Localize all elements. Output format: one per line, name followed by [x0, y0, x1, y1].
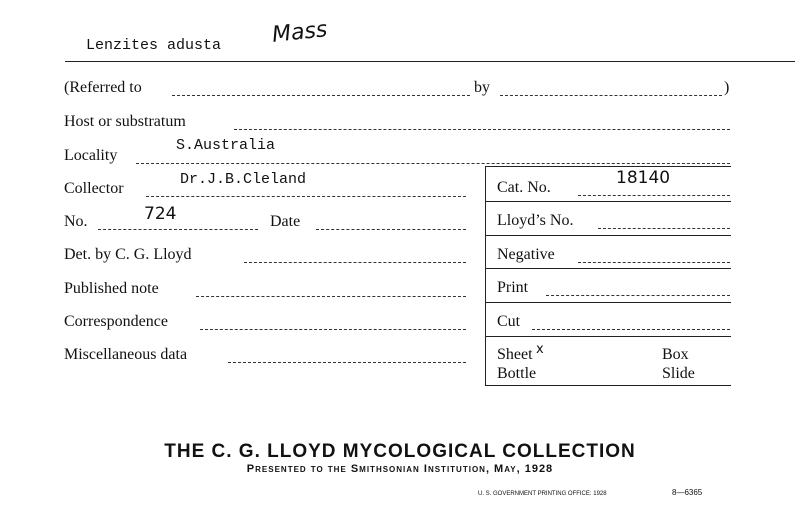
date-field — [316, 229, 466, 230]
box-left-rule — [485, 166, 486, 386]
sheet-label: Sheet — [497, 346, 533, 363]
cut-field — [532, 329, 730, 330]
printing-office: U. S. GOVERNMENT PRINTING OFFICE: 1928 — [478, 491, 607, 497]
negative-label: Negative — [497, 246, 555, 263]
collector-label: Collector — [64, 180, 124, 197]
number-field — [98, 229, 258, 230]
correspondence-field — [200, 329, 466, 330]
referred-to-label: (Referred to — [64, 79, 142, 96]
referred-to-field — [172, 95, 470, 96]
misc-data-field — [228, 362, 466, 363]
sheet-mark: x — [536, 342, 544, 357]
print-field — [546, 295, 730, 296]
locality-value: S.Australia — [176, 137, 276, 154]
box-rule-5 — [486, 336, 731, 337]
published-note-field — [196, 296, 466, 297]
print-label: Print — [497, 279, 529, 296]
collection-subtitle: Presented to the Smithsonian Institution, May, 1928 — [246, 463, 554, 475]
misc-data-label: Miscellaneous data — [64, 346, 188, 363]
cut-label: Cut — [497, 313, 521, 330]
slide-label: Slide — [662, 365, 695, 382]
form-number: 8—6365 — [672, 488, 703, 497]
published-note-label: Published note — [64, 280, 159, 297]
host-label: Host or substratum — [64, 113, 186, 130]
bottle-label: Bottle — [497, 365, 537, 382]
correspondence-label: Correspondence — [64, 313, 168, 330]
box-top-rule — [485, 166, 731, 167]
locality-field — [136, 163, 730, 164]
box-rule-3 — [486, 268, 731, 269]
box-bottom-rule — [485, 385, 731, 386]
by-field — [500, 95, 722, 96]
cat-no-field — [578, 195, 730, 196]
number-value: 724 — [144, 204, 177, 224]
top-rule — [65, 61, 795, 62]
collection-title: THE C. G. LLOYD MYCOLOGICAL COLLECTION — [164, 441, 636, 462]
box-rule-1 — [486, 201, 731, 202]
negative-field — [578, 262, 730, 263]
collector-value: Dr.J.B.Cleland — [180, 171, 307, 188]
date-label: Date — [270, 213, 301, 230]
locality-label: Locality — [64, 147, 118, 164]
cat-no-value: 18140 — [616, 168, 671, 188]
box-rule-4 — [486, 302, 731, 303]
box-rule-2 — [486, 235, 731, 236]
lloyds-no-field — [598, 228, 730, 229]
det-by-field — [244, 262, 466, 263]
det-by-label: Det. by C. G. Lloyd — [64, 246, 192, 263]
cat-no-label: Cat. No. — [497, 179, 551, 196]
no-label: No. — [64, 213, 88, 230]
species-name: Lenzites adusta — [86, 37, 222, 54]
collector-field — [146, 196, 466, 197]
handwritten-region: Mass — [270, 17, 329, 48]
host-field — [234, 129, 730, 130]
by-label: by — [474, 79, 490, 96]
close-paren: ) — [724, 79, 730, 96]
box-label: Box — [662, 346, 689, 363]
lloyds-no-label: Lloyd’s No. — [497, 212, 574, 229]
